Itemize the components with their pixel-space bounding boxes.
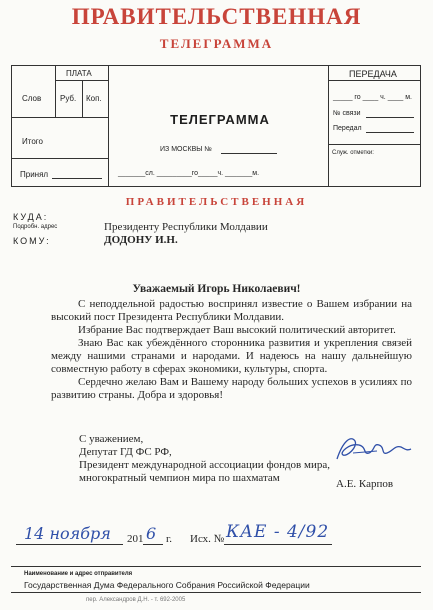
transmission-date-field[interactable]: _____ го ____ ч. ____ м. [333, 94, 412, 101]
payment-label: ПЛАТА [66, 69, 92, 78]
sender-name: Государственная Дума Федерального Собрания Российской Федерации [24, 580, 310, 590]
year-prefix: 201 [127, 533, 144, 545]
rub-label: Руб. [60, 94, 77, 103]
from-date-field[interactable]: _______сл. _________го_____ч. _______м. [118, 170, 260, 177]
outgoing-label: Исх. № [190, 533, 225, 545]
handwritten-year: 6 [146, 524, 157, 543]
where-label: КУДА: [13, 212, 49, 222]
closing-line-2: Депутат ГД ФС РФ, [79, 446, 172, 458]
handed-label: Передал [333, 125, 362, 132]
paragraph-3: Знаю Вас как убеждённого сторонника развития и укрепления связей между нашими странами и народами. И надеюсь на нашу дальнейшую совместную работу в сферах экономики, культуры, спорта. [51, 337, 412, 376]
salutation: Уважаемый Игорь Николаевич! [132, 283, 301, 295]
telegram-label: ТЕЛЕГРАММА [170, 112, 270, 127]
signature-icon [333, 431, 413, 467]
sender-address: пер. Александров Д.Н. - т. 692-2005 [86, 597, 186, 603]
from-label: ИЗ МОСКВЫ № [160, 146, 212, 153]
kop-label: Коп. [86, 94, 102, 103]
words-label: Слов [22, 94, 42, 103]
document-subtitle: ТЕЛЕГРАММА [159, 36, 274, 51]
signature-name: А.Е. Карпов [336, 478, 394, 490]
sender-caption: Наименование и адрес отправителя [24, 571, 133, 577]
total-label: Итого [22, 137, 43, 146]
accepted-label: Принял [20, 170, 49, 179]
to-label: КОМУ: [13, 236, 51, 246]
year-suffix: г. [166, 533, 173, 545]
outgoing-number: КАЕ - 4/92 [226, 522, 330, 542]
closing-line-1: С уважением, [79, 433, 144, 445]
closing-line-4: многократный чемпион мира по шахматам [79, 472, 280, 484]
where-hint: Подробн. адрес [13, 224, 58, 230]
paragraph-2: Избрание Вас подтверждает Ваш высокий политический авторитет. [78, 324, 396, 336]
service-notes-label: Служ. отметки: [332, 150, 374, 156]
transmission-label: ПЕРЕДАЧА [349, 69, 397, 79]
link-label: № связи [333, 110, 361, 117]
document-title: ПРАВИТЕЛЬСТВЕННАЯ [71, 4, 362, 29]
recipient-name: ДОДОНУ И.Н. [104, 234, 178, 246]
closing-line-3: Президент международной ассоциации фондов мира, [79, 459, 330, 471]
handwritten-date: 14 ноября [24, 524, 111, 543]
recipient-address: Президенту Республики Молдавии [104, 221, 268, 233]
address-section-title: ПРАВИТЕЛЬСТВЕННАЯ [125, 196, 308, 208]
paragraph-4: Сердечно желаю Вам и Вашему народу больших успехов в усилиях по развитию страны. Добра и здоровья! [51, 376, 412, 402]
paragraph-1: С неподдельной радостью воспринял известие о Вашем избрании на высокий пост Президента Республики Молдавии. [51, 298, 412, 324]
